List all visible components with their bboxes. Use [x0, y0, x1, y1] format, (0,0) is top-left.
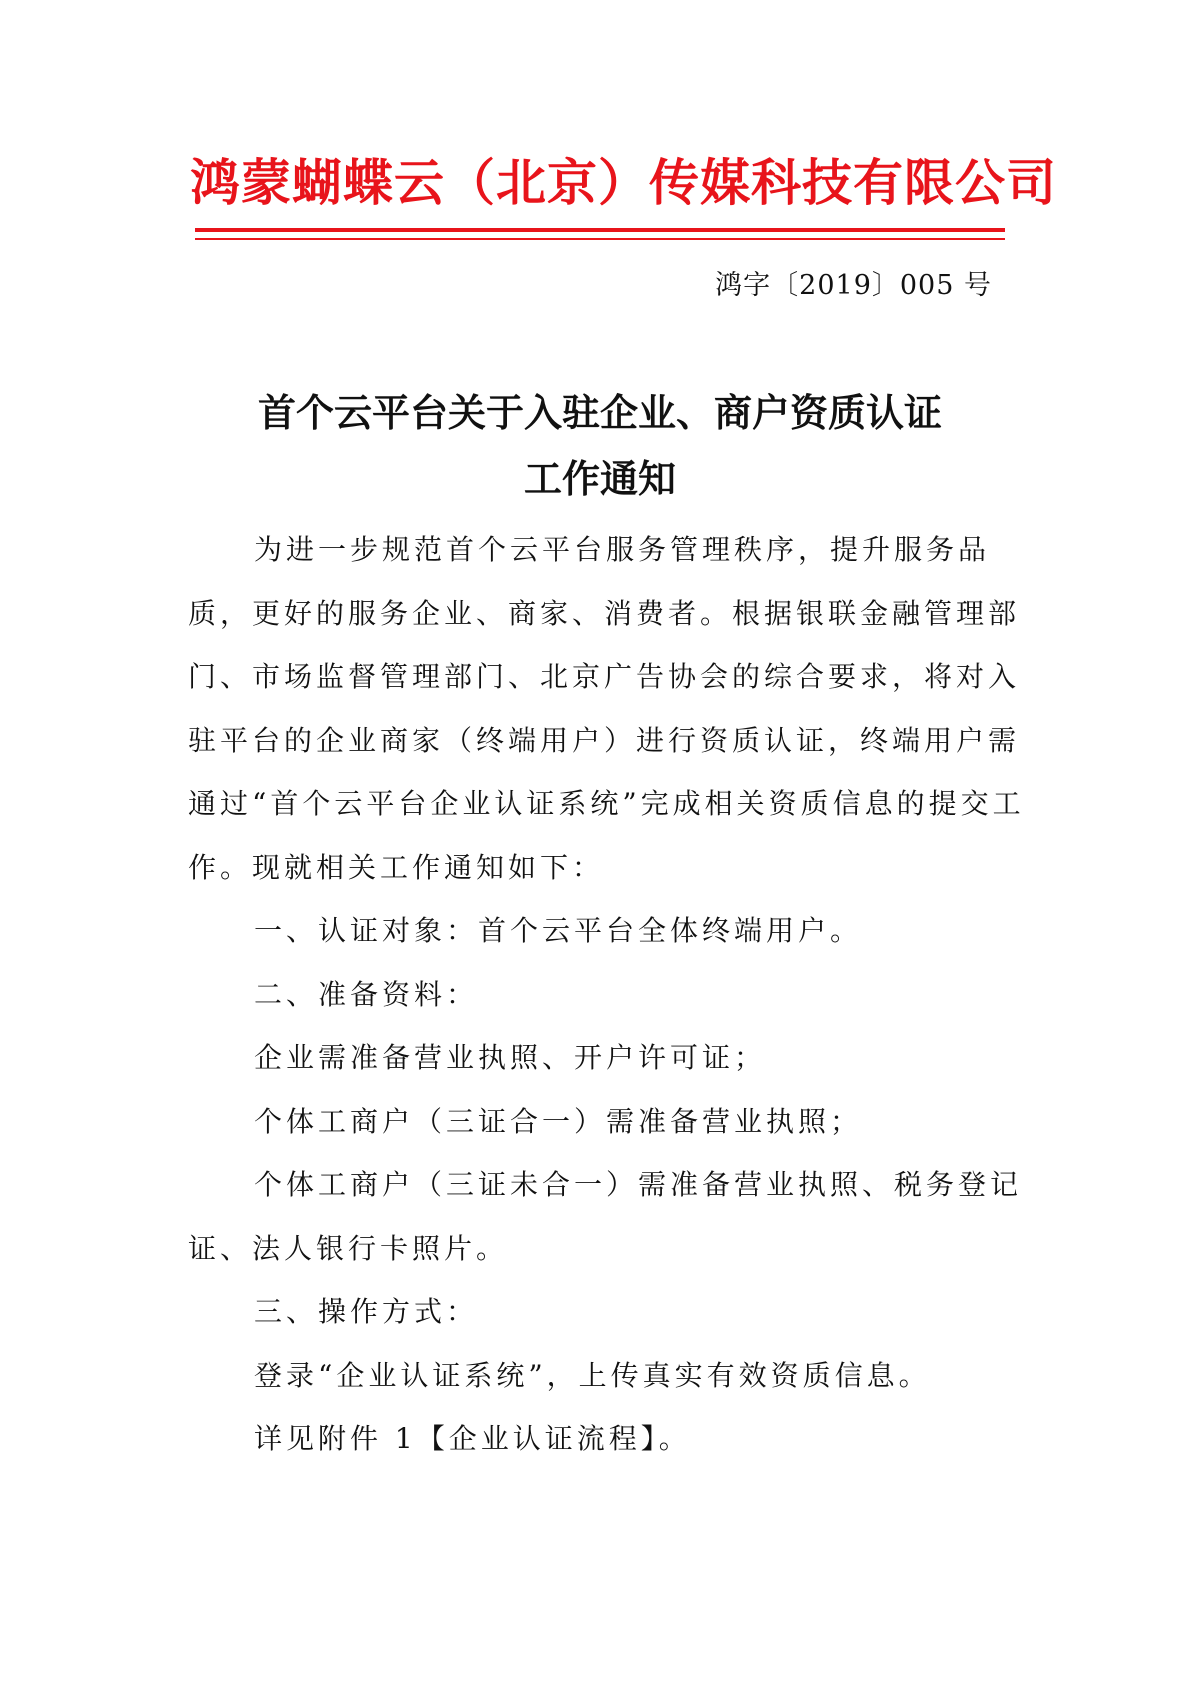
- letterhead-rule-thick: [195, 228, 1005, 232]
- section-3-item-attachment: 详见附件 1【企业认证流程】。: [254, 1422, 691, 1455]
- intro-paragraph: 为进一步规范首个云平台服务管理秩序，提升服务品质，更好的服务企业、商家、消费者。根据银联金融管理部门、市场监督管理部门、北京广告协会的综合要求，将对入驻平台的企业商家（终端用户）进行资质认证，终端用户需通过“首个云平台企业认证系统”完成相关资质信息的提交工作。现就相关工作通知如下：: [188, 533, 1025, 884]
- section-2-heading: 二、准备资料：: [254, 977, 479, 1011]
- letterhead-company-name: 鸿蒙蝴蝶云（北京）传媒科技有限公司: [190, 153, 1057, 212]
- section-3-heading: 三、操作方式：: [254, 1295, 479, 1328]
- section-2-item-individual-merged: 个体工商户（三证合一）需准备营业执照；: [254, 1104, 863, 1138]
- title-line-1: 首个云平台关于入驻企业、商户资质认证: [257, 391, 942, 435]
- letterhead-rule-thin: [195, 238, 1005, 240]
- document-number: 鸿字〔2019〕005 号: [715, 270, 992, 301]
- document-title: [180, 380, 1020, 512]
- section-3-item-login: 登录“企业认证系统”，上传真实有效资质信息。: [254, 1358, 931, 1392]
- document-body: [188, 518, 1028, 1471]
- title-line-2: 工作通知: [523, 457, 676, 501]
- section-2-item-individual-unmerged: 个体工商户（三证未合一）需准备营业执照、税务登记证、法人银行卡照片。: [188, 1168, 1023, 1265]
- section-1-target: 一、认证对象：首个云平台全体终端用户。: [254, 914, 863, 947]
- section-2-item-enterprise: 企业需准备营业执照、开户许可证；: [254, 1041, 767, 1074]
